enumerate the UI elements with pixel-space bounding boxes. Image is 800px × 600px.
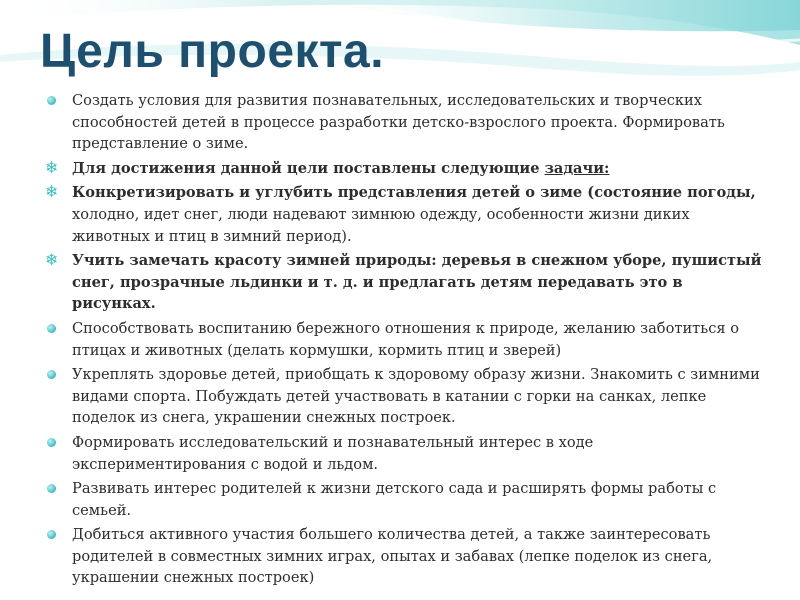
teal-dot-bullet-icon xyxy=(44,318,62,339)
list-item xyxy=(44,318,764,361)
item-text: Укреплять здоровье детей, приобщать к здоровому образу жизни. Знакомить с зимними видами спорта. Побуждать детей участвовать в катании с горки на санках, лепке поделок из снега, украшении снежных построек. xyxy=(72,366,760,427)
item-text: Для достижения данной цели поставлены следующие xyxy=(72,159,545,177)
list-item xyxy=(44,478,764,521)
item-text: холодно, идет снег, люди надевают зимнюю одежду, особенности жизни диких животных и птиц в зимний период). xyxy=(72,205,690,245)
item-text: Способствовать воспитанию бережного отношения к природе, желанию заботиться о птицах и животных (делать кормушки, кормить птиц и зверей) xyxy=(72,319,740,359)
snowflake-bullet-icon: ❄ xyxy=(45,250,59,270)
teal-dot-bullet-icon xyxy=(44,90,62,111)
snowflake-bullet-icon: ❄ xyxy=(45,157,59,177)
list-item xyxy=(44,364,764,429)
objectives-list xyxy=(44,90,764,592)
list-item xyxy=(44,250,764,315)
teal-dot-bullet-icon xyxy=(44,432,62,453)
item-text-bold: Конкретизировать и углубить представления детей о зиме (состояние погоды, xyxy=(72,184,756,202)
tasks-label: задачи: xyxy=(544,159,610,177)
item-text: Формировать исследовательский и познавательный интерес в ходе экспериментирования с водой и льдом. xyxy=(72,433,594,473)
teal-dot-bullet-icon xyxy=(44,364,62,385)
item-text: Учить замечать красоту зимней природы: деревья в снежном уборе, пушистый снег, прозрачные льдинки и т. д. и предлагать детям передавать это в рисунках. xyxy=(72,252,762,313)
item-text: Создать условия для развития познавательных, исследовательских и творческих способностей детей в процессе разработки детско-взрослого проекта. Формировать представление о зиме. xyxy=(72,92,725,153)
snowflake-bullet-icon: ❄ xyxy=(45,182,59,202)
teal-dot-bullet-icon xyxy=(44,478,62,499)
item-text: Развивать интерес родителей к жизни детского сада и расширять формы работы с семьей. xyxy=(72,480,717,519)
list-item xyxy=(44,432,764,475)
list-item xyxy=(44,90,764,155)
list-item xyxy=(44,182,764,247)
teal-dot-bullet-icon xyxy=(44,524,62,545)
list-item xyxy=(44,158,764,180)
slide-title: Цель проекта. xyxy=(40,25,385,78)
list-item xyxy=(44,524,764,589)
item-text: Добиться активного участия большего количества детей, а также заинтересовать родителей в совместных зимних играх, опытах и забавах (лепке поделок из снега, украшении снежных построек) xyxy=(72,526,713,587)
